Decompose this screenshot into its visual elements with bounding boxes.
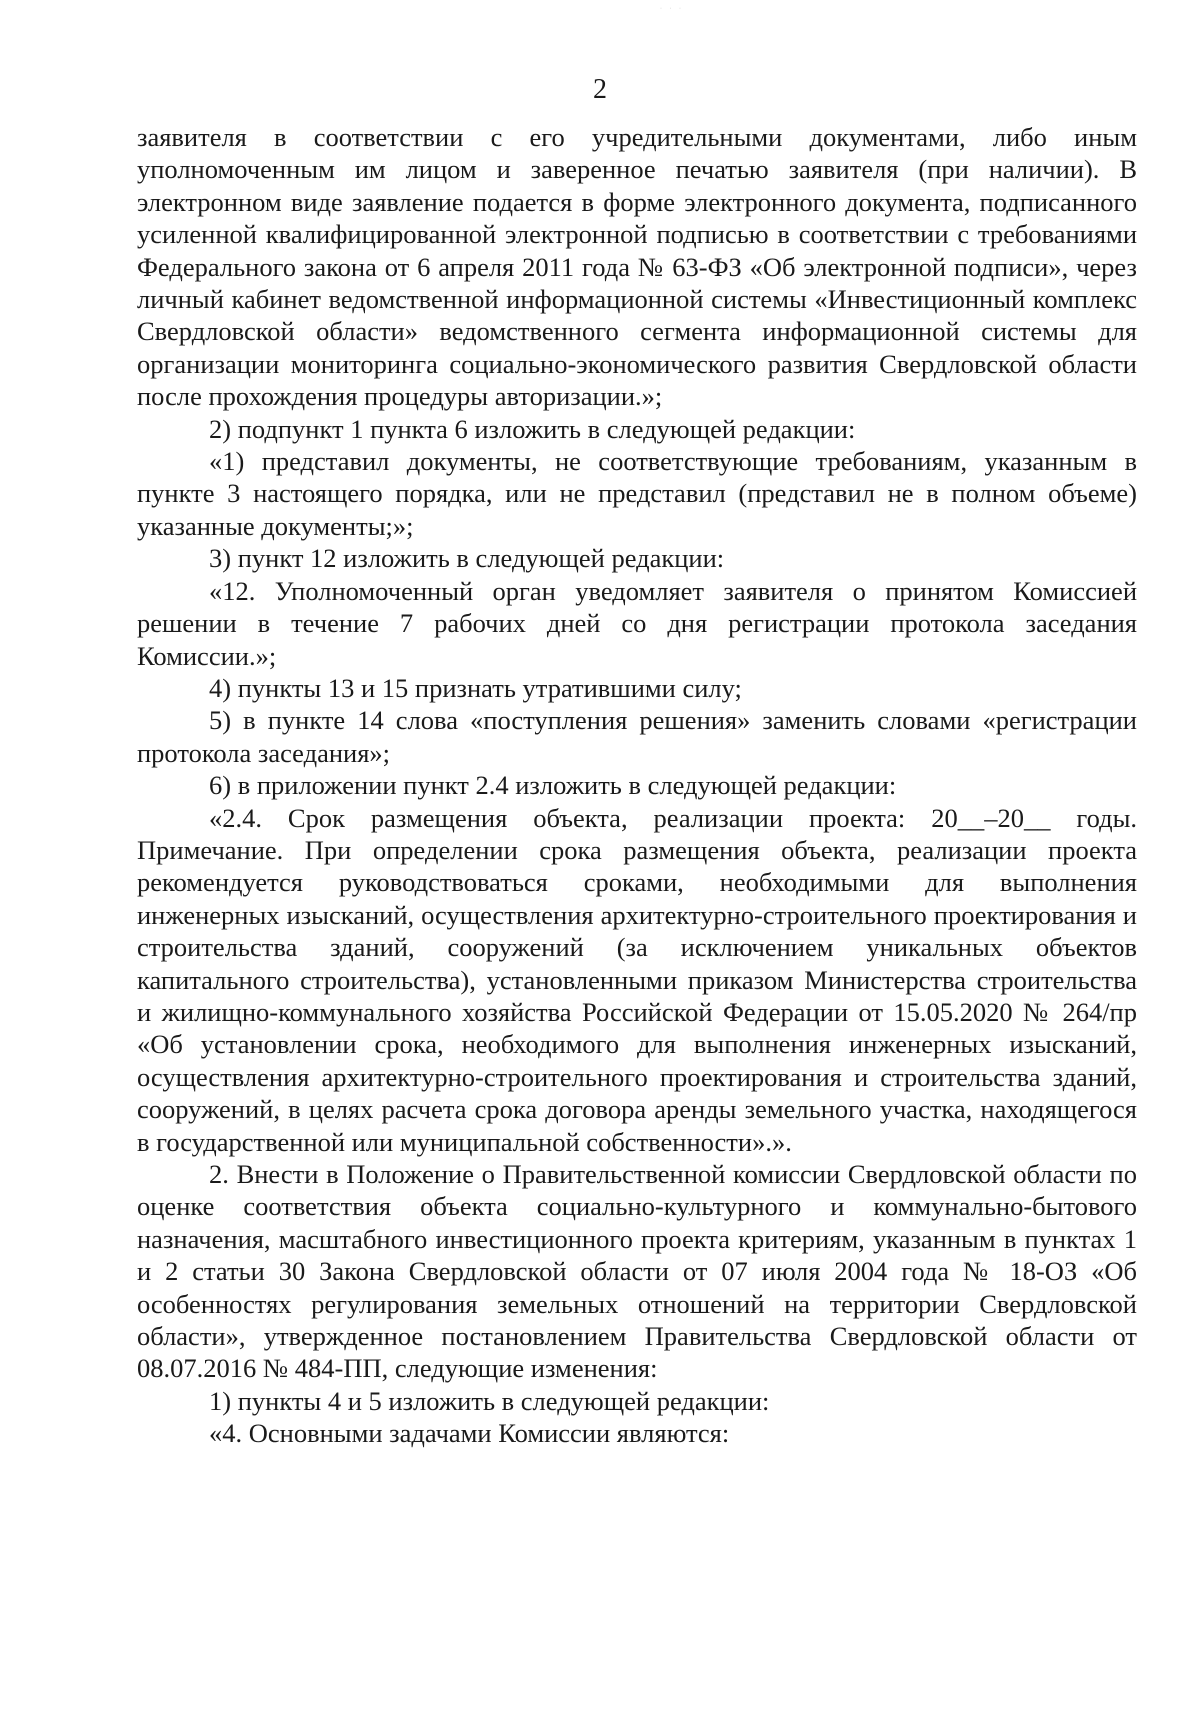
paragraph-continuation: заявителя в соответствии с его учредительными документами, либо иным уполномоченным им лицом и заверенное печатью заявителя (при наличии). В электронном виде заявление подается в форме электронного документа, подписанного усиленной квалифицированной электронной подписью в соответствии с требованиями Федерального закона от 6 апреля 2011 года № 63-ФЗ «Об электронной подписи», через личный кабинет ведомственной информационной системы «Инвестиционный комплекс Свердловской области» ведомственного сегмента информационной системы для организации мониторинга социально-экономического развития Свердловской области после прохождения процедуры авторизации.»;: [137, 122, 1137, 412]
paragraph-point-4-text: «4. Основными задачами Комиссии являются:: [209, 1418, 730, 1449]
paragraph-section-2-amendment-1: 1) пункты 4 и 5 изложить в следующей редакции:: [209, 1385, 770, 1416]
scan-artifact: · · ·: [660, 6, 684, 12]
paragraph-point-12-text: «12. Уполномоченный орган уведомляет заявителя о принятом Комиссией решении в течение 7 рабочих дней со дня регистрации протокола заседания Комиссии.»;: [137, 575, 1137, 671]
paragraph-point-2-4-text: «2.4. Срок размещения объекта, реализации проекта: 20__–20__ годы. Примечание. При определении срока размещения объекта, реализации проекта рекомендуется руководствоваться сроками, необходимыми для выполнения инженерных изысканий, осуществления архитектурно-строительного проектирования и строительства зданий, сооружений (за исключением уникальных объектов капитального строительства), установленными приказом Министерства строительства и жилищно-коммунального хозяйства Российской Федерации от 15.05.2020 № 264/пр «Об установлении срока, необходимого для выполнения инженерных изысканий, осуществления архитектурно-строительного проектирования и строительства зданий, сооружений, в целях расчета срока договора аренды земельного участка, находящегося в государственной или муниципальной собственности».».: [137, 802, 1137, 1157]
paragraph-amendment-4: 4) пункты 13 и 15 признать утратившими силу;: [209, 672, 742, 703]
paragraph-amendment-6: 6) в приложении пункт 2.4 изложить в следующей редакции:: [209, 770, 897, 801]
paragraph-amendment-3: 3) пункт 12 изложить в следующей редакции:: [209, 543, 725, 574]
document-body: [137, 121, 1137, 1450]
paragraph-section-2: 2. Внести в Положение о Правительственной комиссии Свердловской области по оценке соответствия объекта социально-культурного и коммунально-бытового назначения, масштабного инвестиционного проекта критериям, указанным в пунктах 1 и 2 статьи 30 Закона Свердловской области от 07 июля 2004 года № 18-ОЗ «Об особенностях регулирования земельных отношений на территории Свердловской области», утвержденное постановлением Правительства Свердловской области от 08.07.2016 № 484-ПП, следующие изменения:: [137, 1159, 1137, 1384]
paragraph-subpoint-1-text: «1) представил документы, не соответствующие требованиям, указанным в пункте 3 настоящего порядка, или не представил (представил не в полном объеме) указанные документы;»;: [137, 446, 1137, 541]
paragraph-amendment-5: 5) в пункте 14 слова «поступления решения» заменить словами «регистрации протокола заседания»;: [137, 705, 1137, 768]
page-number: 2: [593, 74, 607, 105]
paragraph-amendment-2: 2) подпункт 1 пункта 6 изложить в следующей редакции:: [209, 413, 856, 444]
